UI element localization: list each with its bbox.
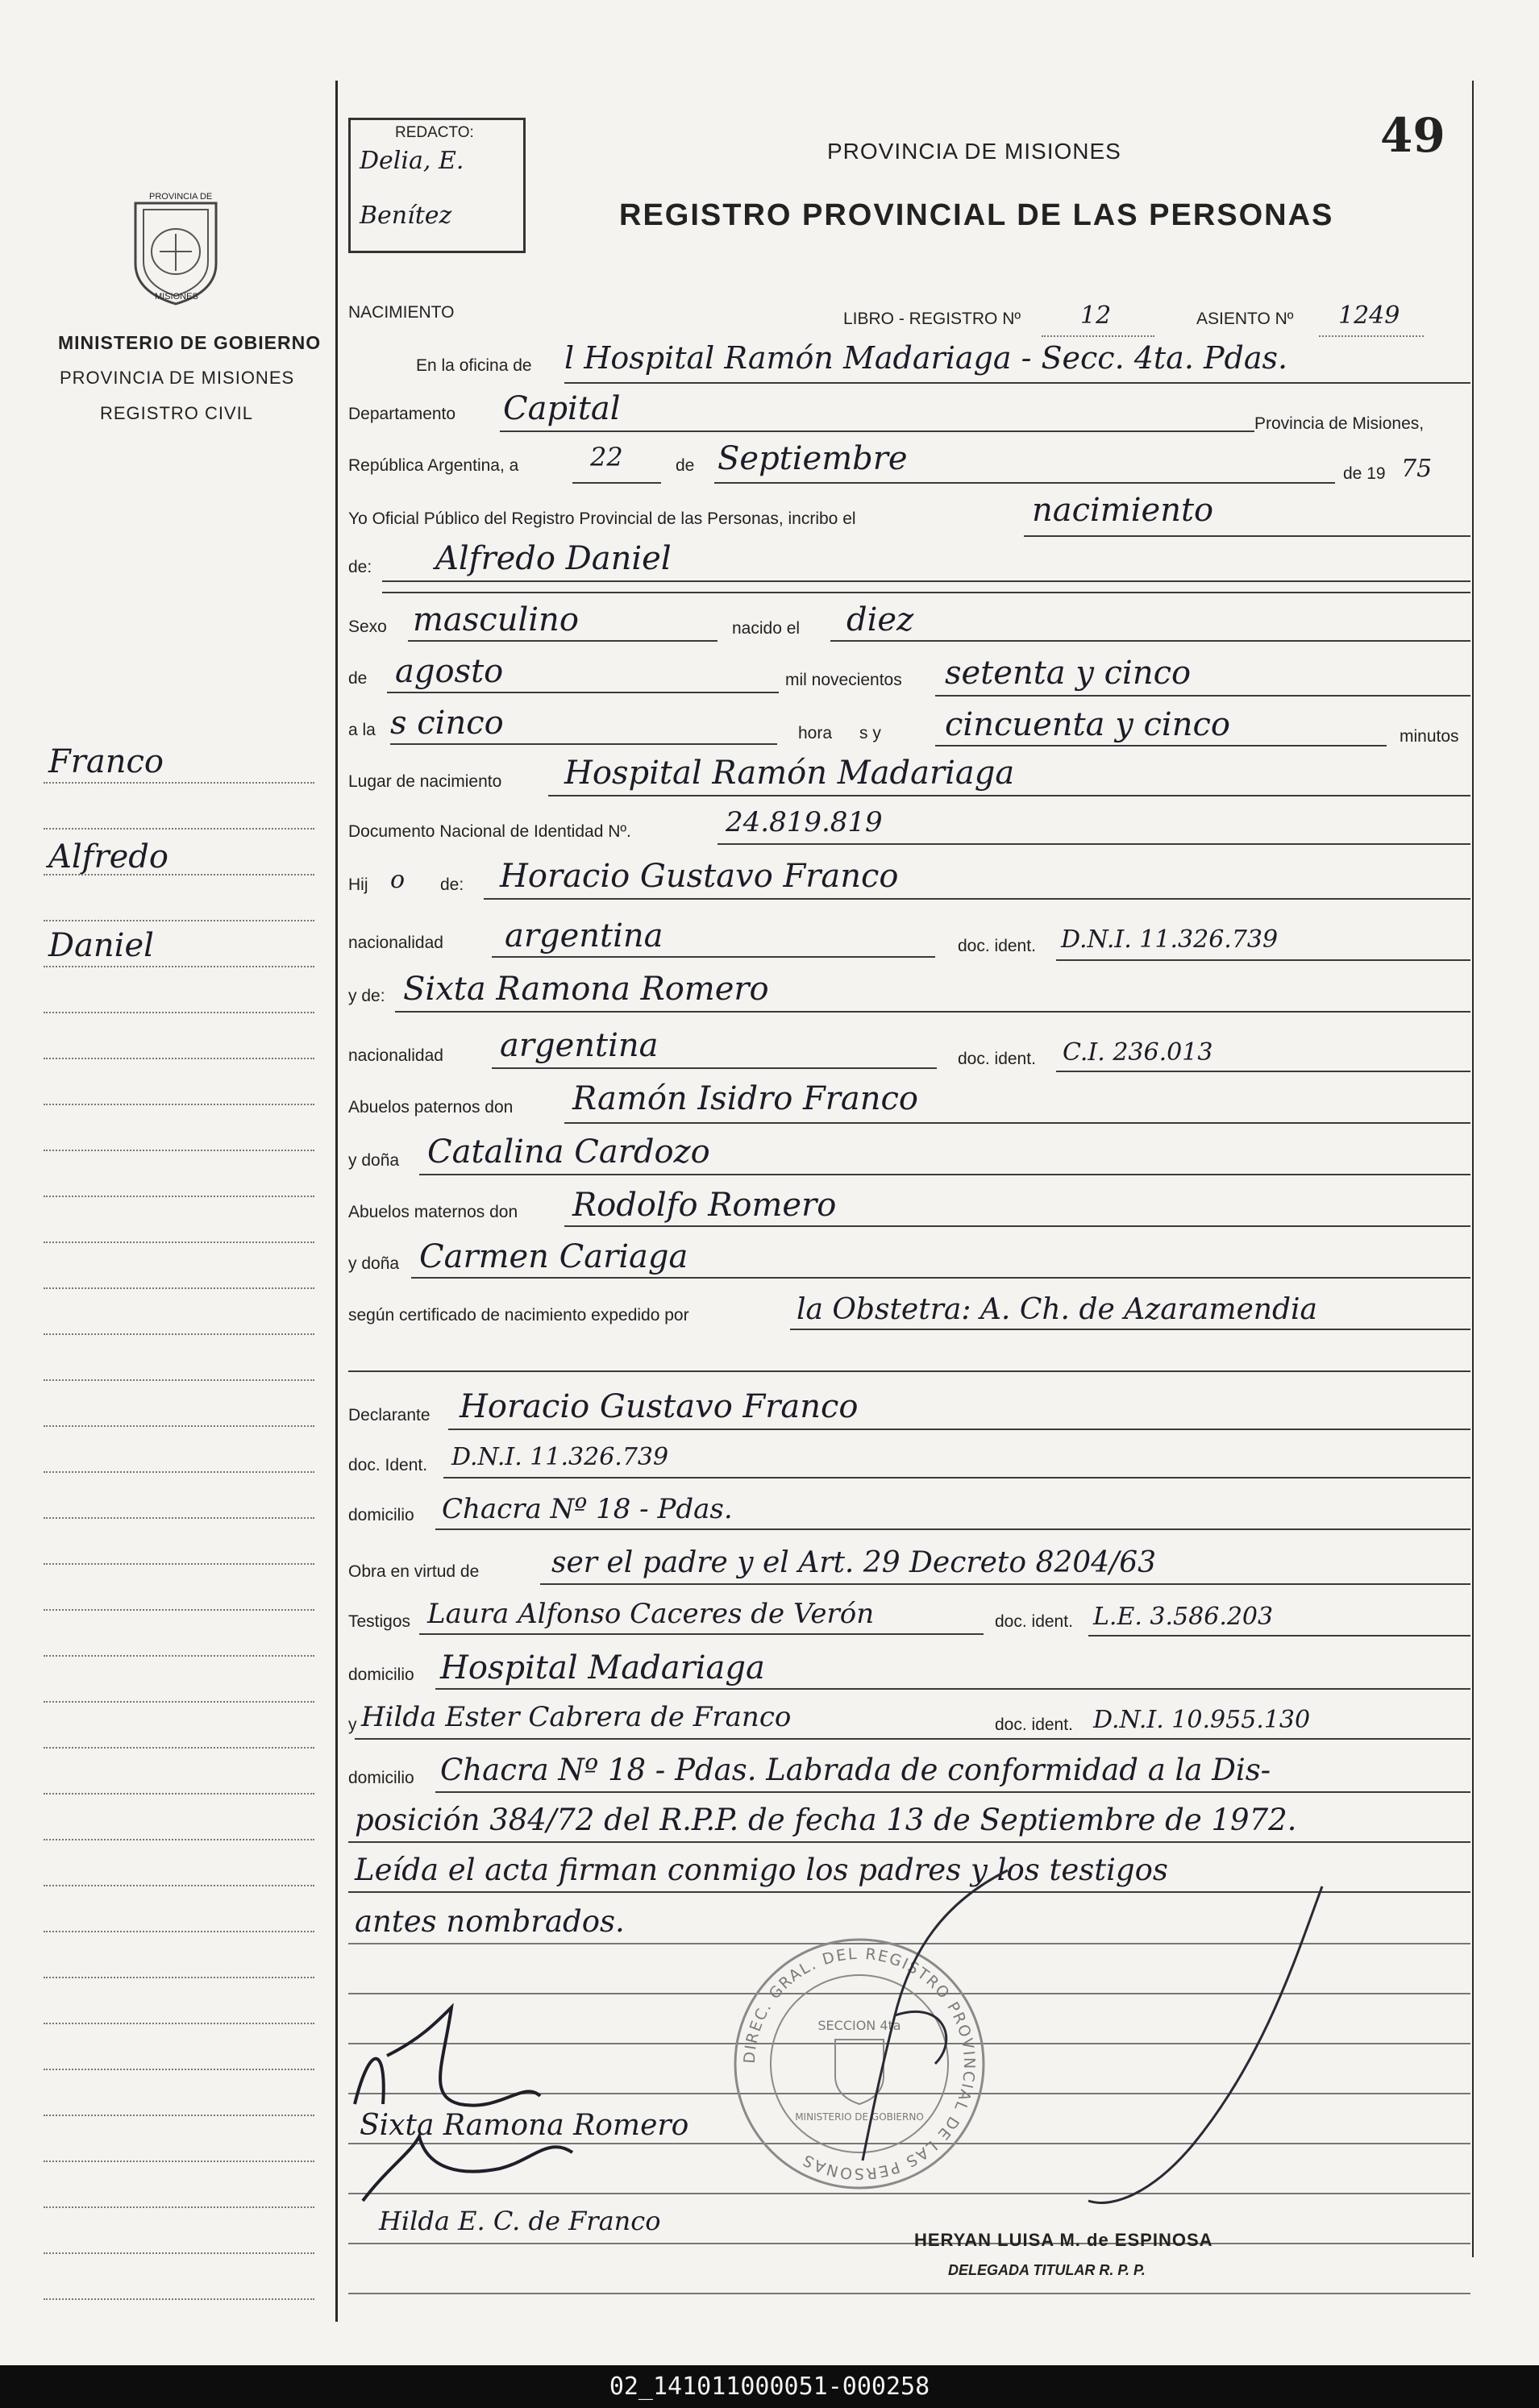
margin-dotted-line: [44, 1287, 314, 1289]
seal-top-text: PROVINCIA DE: [149, 192, 213, 202]
margin-name-first: Alfredo: [48, 838, 168, 875]
hijo-label: Hij: [348, 875, 368, 894]
remarks-line-3: antes nombrados.: [355, 1904, 625, 1939]
left-province-label: PROVINCIA DE MISIONES: [60, 368, 295, 388]
mil-value: setenta y cinco: [945, 655, 1192, 692]
obra-label: Obra en virtud de: [348, 1562, 480, 1581]
madre-nac-line: [492, 1067, 937, 1069]
redacto-name-2: Benítez: [360, 202, 452, 230]
dia-line: [572, 482, 661, 484]
margin-dotted-line: [44, 1701, 314, 1703]
asiento-label: ASIENTO Nº: [1196, 310, 1294, 328]
margin-dotted-line: [44, 2161, 314, 2162]
margin-dotted-line: [44, 1333, 314, 1335]
margin-dotted-line: [44, 1747, 314, 1749]
libro-line: [1042, 335, 1154, 337]
lugar-label: Lugar de nacimiento: [348, 772, 502, 791]
margin-dotted-line: [44, 1839, 314, 1840]
doc-ident-madre-label: doc. ident.: [958, 1050, 1036, 1068]
documento-value: 24.819.819: [726, 806, 883, 838]
remarks-line-2: Leída el acta firman conmigo los padres y los testigos: [355, 1853, 1168, 1887]
doc-ident2-label: doc. Ident.: [348, 1456, 428, 1474]
page-number: 49: [1380, 108, 1445, 163]
mes2-line: [387, 692, 779, 693]
margin-dotted-line: [44, 1517, 314, 1519]
seal-bottom-text: MISIONES: [155, 292, 198, 302]
official-name: HERYAN LUISA M. de ESPINOSA: [914, 2230, 1213, 2250]
oficina-value: l Hospital Ramón Madariaga - Secc. 4ta. Pdas.: [564, 340, 1288, 376]
redacto-label: REDACTO:: [395, 124, 474, 141]
margin-dotted-line: [44, 1609, 314, 1611]
sexo-value: masculino: [413, 601, 579, 638]
nacionalidad-madre-label: nacionalidad: [348, 1046, 443, 1065]
nacido-dia-value: diez: [846, 601, 914, 638]
y-de-label: y de:: [348, 987, 385, 1005]
declarante-label: Declarante: [348, 1406, 431, 1424]
margin-dotted-line: [44, 1977, 314, 1978]
certificado-label: según certificado de nacimiento expedido por: [348, 1306, 689, 1325]
abuelo-materno-value: Rodolfo Romero: [572, 1187, 837, 1224]
y-label: s y: [859, 724, 881, 742]
testigo1-line: [419, 1633, 984, 1635]
mil-line: [935, 695, 1470, 697]
margin-dotted-line: [44, 1931, 314, 1932]
margin-dotted-line: [44, 2023, 314, 2024]
abuela-paterna-line: [419, 1174, 1470, 1175]
margin-dotted-line: [44, 2206, 314, 2208]
libro-value: 12: [1080, 302, 1112, 330]
margin-dotted-line: [44, 1012, 314, 1013]
margin-dotted-line: [44, 1885, 314, 1886]
margin-name-surname: Franco: [48, 743, 164, 780]
registry-title: REGISTRO PROVINCIAL DE LAS PERSONAS: [619, 198, 1334, 232]
a-las-label: a la: [348, 721, 376, 739]
margin-dotted-line: [44, 782, 314, 784]
redacto-name-1: Delia, E.: [360, 147, 464, 175]
remarks-line-1: posición 384/72 del R.P.P. de fecha 13 de Septiembre de 1972.: [355, 1803, 1297, 1837]
margin-dotted-line: [44, 2298, 314, 2300]
margin-dotted-line: [44, 1425, 314, 1427]
signature-name-1: Sixta Ramona Romero: [360, 2109, 689, 2142]
de2-label: de: [348, 669, 368, 688]
nombre-line-2: [382, 592, 1470, 593]
mil-label: mil novecientos: [785, 671, 902, 689]
lugar-line: [548, 795, 1470, 796]
dia-value: 22: [590, 442, 623, 472]
hijo-suffix: o: [390, 866, 406, 894]
madre-nac-value: argentina: [500, 1027, 659, 1064]
testigo2-value: Hilda Ester Cabrera de Franco: [361, 1701, 792, 1733]
madre-doc-line: [1056, 1071, 1470, 1072]
de-label: de: [676, 456, 695, 475]
declarante-value: Horacio Gustavo Franco: [460, 1388, 859, 1425]
y-dona-materna-label: y doña: [348, 1254, 400, 1273]
domicilio-label: domicilio: [348, 1506, 414, 1524]
official-signature: [846, 1854, 1346, 2233]
margin-dotted-line: [44, 1241, 314, 1243]
hora-line: [390, 743, 777, 745]
declarante-doc-line: [443, 1477, 1470, 1478]
minutos-value: cincuenta y cinco: [945, 706, 1230, 743]
de-name-label: de:: [348, 558, 372, 576]
hijo-de-label: de:: [440, 875, 464, 894]
padre-nac-value: argentina: [505, 917, 663, 954]
margin-dotted-line: [44, 966, 314, 967]
nacido-mes-value: agosto: [395, 653, 504, 690]
testigo1-doc-value: L.E. 3.586.203: [1093, 1603, 1274, 1631]
provincia-suffix: Provincia de Misiones,: [1254, 414, 1425, 433]
margin-dotted-line: [44, 2069, 314, 2070]
doc-ident-t1-label: doc. ident.: [995, 1612, 1073, 1631]
declarante-line: [448, 1429, 1470, 1430]
nacimiento-label: NACIMIENTO: [348, 303, 455, 322]
lugar-value: Hospital Ramón Madariaga: [564, 755, 1015, 792]
padre-line: [484, 898, 1470, 900]
abuela-materna-value: Carmen Cariaga: [419, 1238, 688, 1275]
libro-label: LIBRO - REGISTRO Nº: [843, 310, 1021, 328]
y-t-label: y: [348, 1716, 357, 1734]
mes-line: [714, 482, 1335, 484]
blank-ruled-line: [348, 2293, 1470, 2294]
year-value: 75: [1401, 455, 1433, 483]
misiones-seal-icon: [119, 187, 232, 308]
asiento-line: [1319, 335, 1424, 337]
stamp-bottom-text: MINISTERIO DE GOBIERNO: [795, 2111, 924, 2123]
right-margin-rule: [1472, 81, 1474, 2257]
padre-doc-line: [1056, 959, 1470, 961]
remarks-line-1-rule: [348, 1841, 1470, 1843]
madre-value: Sixta Ramona Romero: [403, 971, 769, 1008]
testigo1-dom-value: Hospital Madariaga: [440, 1649, 765, 1686]
asiento-value: 1249: [1338, 302, 1400, 330]
nombre-value: Alfredo Daniel: [435, 540, 672, 577]
doc-ident-t2-label: doc. ident.: [995, 1716, 1073, 1734]
testigos-label: Testigos: [348, 1612, 411, 1631]
testigo2-dom-value: Chacra Nº 18 - Pdas. Labrada de conformidad a la Dis-: [440, 1753, 1271, 1787]
oficina-label: En la oficina de: [416, 356, 532, 375]
abuelo-paterno-line: [564, 1122, 1470, 1124]
domicilio-t1-label: domicilio: [348, 1666, 414, 1684]
padre-doc-value: D.N.I. 11.326.739: [1061, 925, 1279, 954]
minutos-label: minutos: [1400, 727, 1459, 746]
stamp-inner-text: SECCION 4ta: [817, 2018, 901, 2033]
republica-label: República Argentina, a: [348, 456, 519, 475]
obra-line: [540, 1583, 1470, 1585]
documento-label: Documento Nacional de Identidad Nº.: [348, 822, 631, 841]
official-title: DELEGADA TITULAR R. P. P.: [948, 2262, 1146, 2278]
abuela-paterna-value: Catalina Cardozo: [427, 1133, 710, 1171]
de-year-label: de 19: [1343, 464, 1386, 483]
madre-doc-value: C.I. 236.013: [1063, 1038, 1213, 1067]
abuelos-paternos-label: Abuelos paternos don: [348, 1098, 514, 1117]
documento-line: [718, 843, 1470, 845]
abuela-materna-line: [411, 1277, 1470, 1279]
province-heading: PROVINCIA DE MISIONES: [827, 139, 1121, 164]
certificado-line: [790, 1329, 1470, 1330]
departamento-value: Capital: [503, 390, 621, 427]
hora-value: s cinco: [390, 705, 504, 742]
declarante-dom-line: [435, 1528, 1470, 1530]
file-code-bar: [0, 2365, 1539, 2408]
margin-dotted-line: [44, 1563, 314, 1565]
sexo-label: Sexo: [348, 618, 387, 636]
margin-dotted-line: [44, 1150, 314, 1151]
margin-dotted-line: [44, 828, 314, 830]
margin-dotted-line: [44, 1655, 314, 1657]
obra-value: ser el padre y el Art. 29 Decreto 8204/63: [551, 1546, 1157, 1579]
margin-dotted-line: [44, 1793, 314, 1795]
margin-dotted-line: [44, 2252, 314, 2254]
departamento-label: Departamento: [348, 405, 456, 423]
testigo2-doc-value: D.N.I. 10.955.130: [1093, 1706, 1311, 1734]
doc-ident-label: doc. ident.: [958, 937, 1036, 955]
file-code: 02_141011000051-000258: [609, 2373, 930, 2401]
margin-dotted-line: [44, 1196, 314, 1197]
margin-dotted-line: [44, 1058, 314, 1059]
declarante-dom-value: Chacra Nº 18 - Pdas.: [442, 1493, 733, 1525]
sexo-line: [408, 640, 718, 642]
testigo2-line: [355, 1738, 1470, 1740]
madre-line: [395, 1011, 1470, 1013]
inscribe-line: [1024, 535, 1470, 537]
minutos-line: [935, 745, 1387, 747]
abuelo-paterno-value: Ramón Isidro Franco: [572, 1080, 918, 1117]
civil-registry-label: REGISTRO CIVIL: [100, 403, 254, 423]
nacionalidad-label: nacionalidad: [348, 934, 443, 952]
margin-name-second: Daniel: [48, 927, 154, 964]
nombre-line: [382, 580, 1470, 582]
nacido-line: [830, 640, 1470, 642]
nacido-label: nacido el: [732, 619, 801, 638]
margin-dotted-line: [44, 874, 314, 875]
oficina-line: [564, 382, 1470, 384]
departamento-line: [500, 430, 1254, 432]
testigo2-dom-line: [435, 1791, 1470, 1793]
margin-dotted-line: [44, 2115, 314, 2116]
margin-dotted-line: [44, 1379, 314, 1381]
ministry-label: MINISTERIO DE GOBIERNO: [58, 332, 322, 353]
oficial-label: Yo Oficial Público del Registro Provincial de las Personas, incribo el: [348, 509, 856, 528]
left-margin-rule: [335, 81, 338, 2322]
testigo1-value: Laura Alfonso Caceres de Verón: [427, 1598, 875, 1630]
declarante-doc-value: D.N.I. 11.326.739: [451, 1443, 669, 1471]
stamp-ring-text: DIREC. GRAL. DEL REGISTRO PROVINCIAL DE LAS PERSONAS: [740, 1944, 979, 2183]
abuelos-maternos-label: Abuelos maternos don: [348, 1203, 518, 1221]
y-dona-paterna-label: y doña: [348, 1151, 400, 1170]
blank-line-1: [348, 1370, 1470, 1372]
signature-name-2: Hilda E. C. de Franco: [379, 2206, 661, 2236]
testigo1-doc-line: [1088, 1635, 1470, 1637]
abuelo-materno-line: [564, 1225, 1470, 1227]
domicilio-t2-label: domicilio: [348, 1769, 414, 1787]
margin-dotted-line: [44, 1104, 314, 1105]
padre-value: Horacio Gustavo Franco: [500, 858, 899, 895]
mes-value: Septiembre: [718, 440, 908, 477]
margin-dotted-line: [44, 920, 314, 921]
horas-label: hora: [798, 724, 833, 742]
margin-dotted-line: [44, 1471, 314, 1473]
testigo1-dom-line: [435, 1688, 1470, 1690]
certificado-value: la Obstetra: A. Ch. de Azaramendia: [797, 1293, 1317, 1326]
inscribe-value: nacimiento: [1032, 492, 1214, 529]
padre-nac-line: [492, 956, 935, 958]
